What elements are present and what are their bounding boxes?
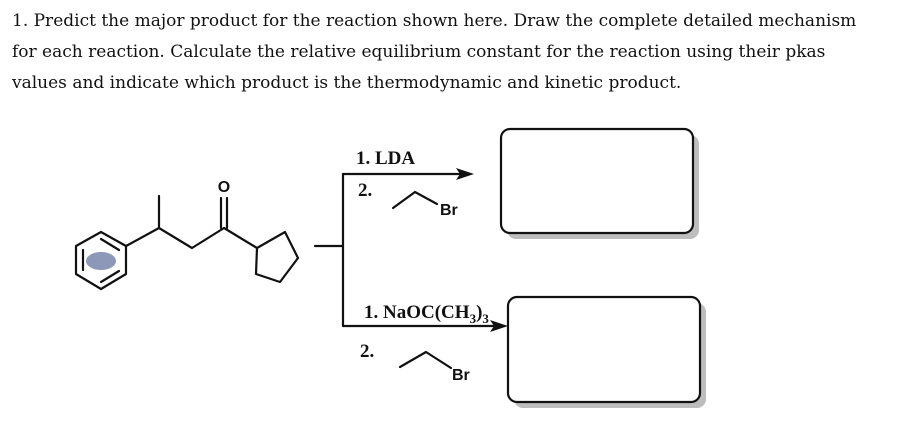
question-line-1: 1. Predict the major product for the reaction shown here. Draw the complete detailed mechanism bbox=[12, 11, 857, 31]
answer-box-lower[interactable] bbox=[508, 297, 706, 408]
answer-box-upper[interactable] bbox=[501, 129, 699, 239]
carbon-chain bbox=[126, 196, 257, 248]
upper-bromine: Br bbox=[440, 202, 458, 219]
ring-highlight bbox=[86, 252, 116, 270]
upper-step-2: 2. bbox=[358, 180, 373, 201]
lower-bromine: Br bbox=[452, 367, 470, 384]
question-line-2: for each reaction. Calculate the relative equilibrium constant for the reaction using their pkas bbox=[12, 42, 826, 62]
upper-step-1: 1. LDA bbox=[356, 148, 416, 169]
oxygen-atom: O bbox=[217, 179, 231, 196]
question-line-3: values and indicate which product is the thermodynamic and kinetic product. bbox=[12, 73, 682, 93]
upper-alkyl-chain bbox=[393, 192, 437, 208]
lower-step-1: 1. $NaOC(CH_3)_3$ bbox=[364, 302, 489, 326]
lower-step-2: 2. bbox=[360, 341, 375, 362]
cyclopentane-ring bbox=[256, 232, 298, 282]
lower-alkyl-chain bbox=[400, 352, 451, 368]
